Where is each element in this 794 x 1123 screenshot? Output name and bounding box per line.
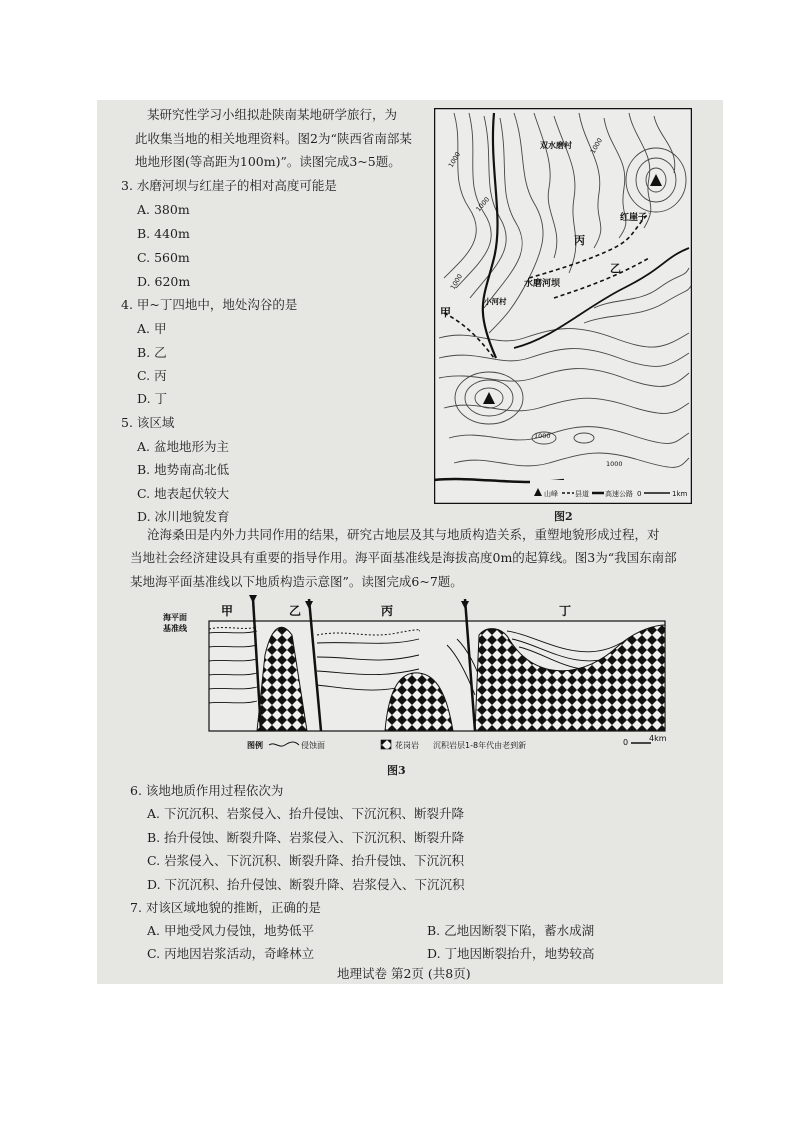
q3-stem: 3. 水磨河坝与红崖子的相对高度可能是 [121,178,337,193]
legend-highway: 高速公路 [605,490,633,498]
legend-title: 图例 [247,741,263,750]
q5-option-a: A. 盆地地形为主 [137,439,229,454]
legend-peak: 山峰 [544,490,558,498]
topographic-map [434,108,692,504]
contour-label: 1000 [474,195,492,214]
q5-stem: 5. 该区域 [121,415,175,430]
q3-option-c: C. 560m [137,250,190,265]
legend-erosion: 侵蚀面 [301,741,325,750]
sea-level-label-1: 海平面 [163,613,187,622]
intro2-line3: 某地海平面基准线以下地质构造示意图”。读图完成6~7题。 [130,574,463,589]
q7-option-c: C. 丙地因岩浆活动，奇峰林立 [147,946,315,961]
q7-option-d: D. 丁地因断裂抬升，地势较高 [427,946,595,961]
contour-label: 1000 [446,150,463,169]
legend-granite: 花岗岩 [395,741,419,750]
section-label-jia: 甲 [221,604,234,618]
label-xiaohe: 小河村 [484,297,507,306]
q4-option-a: A. 甲 [137,321,167,336]
q7-option-b: B. 乙地因断裂下陷，蓄水成湖 [427,923,595,938]
intro1-line2: 此收集当地的相关地理资料。图2为“陕西省南部某 [135,131,412,146]
contour-label: 1000 [606,460,623,468]
legend-scale-zero: 0 [637,490,642,498]
q4-option-d: D. 丁 [137,391,168,406]
intro2-line2: 当地社会经济建设具有重要的指导作用。海平面基准线是海拔高度0m的起算线。图3为“我国东南部 [130,550,677,565]
contour-label: 1000 [588,136,605,155]
q6-stem: 6. 该地地质作用过程依次为 [130,783,284,798]
q7-stem: 7. 对该区域地貌的推断，正确的是 [130,900,321,915]
label-yi: 乙 [610,262,621,275]
contour-label: 1000 [448,272,465,291]
q5-option-b: B. 地势南高北低 [137,462,230,477]
q4-option-b: B. 乙 [137,345,167,360]
q7-option-a: A. 甲地受风力侵蚀，地势低平 [147,923,314,938]
section-label-ding: 丁 [559,604,572,618]
label-bing: 丙 [574,234,585,247]
label-hongyazi: 红崖子 [620,213,648,223]
page-footer: 地理试卷 第2页 (共8页) [337,966,471,981]
granite-swatch-icon [381,740,391,749]
figure3-caption: 图3 [387,764,406,777]
geologic-section [157,595,677,760]
q6-option-d: D. 下沉沉积、抬升侵蚀、断裂升降、岩浆侵入、下沉沉积 [147,877,465,892]
section-label-bing: 丙 [381,604,394,618]
label-shuangshuimo: 双水磨村 [540,141,572,150]
legend-strata: 沉积岩层1-8年代由老到新 [433,741,527,750]
intro1-line3: 地地形图(等高距为100m)”。读图完成3~5题。 [135,154,401,169]
q4-stem: 4. 甲~丁四地中，地处沟谷的是 [121,297,298,312]
q5-option-c: C. 地表起伏较大 [137,486,230,501]
intro1-line1: 某研究性学习小组拟赴陕南某地研学旅行，为 [147,107,398,122]
exam-page [97,100,723,984]
intro2-line1: 沧海桑田是内外力共同作用的结果，研究古地层及其与地质构造关系，重塑地貌形成过程，对 [147,527,660,542]
q4-option-c: C. 丙 [137,368,167,383]
q3-option-d: D. 620m [137,274,191,289]
contour-label: 1000 [534,432,551,440]
q6-option-c: C. 岩浆侵入、下沉沉积、断裂升降、抬升侵蚀、下沉沉积 [147,853,465,868]
sea-level-label-2: 基准线 [163,624,187,633]
q6-option-a: A. 下沉沉积、岩浆侵入、抬升侵蚀、下沉沉积、断裂升降 [147,806,464,821]
legend-scale: 1km [672,490,688,498]
label-jia: 甲 [440,306,451,319]
q6-option-b: B. 抬升侵蚀、断裂升降、岩浆侵入、下沉沉积、断裂升降 [147,830,465,845]
section-label-yi: 乙 [289,604,302,618]
section-scale: 4km [649,734,667,743]
q5-option-d: D. 冰川地貌发育 [137,509,230,524]
section-scale-zero: 0 [623,738,629,747]
label-shuimohe: 水磨河坝 [524,279,561,289]
legend-county-road: 县道 [575,490,589,498]
erosion-surface-icon [269,742,299,746]
q3-option-a: A. 380m [137,202,190,217]
q3-option-b: B. 440m [137,226,190,241]
figure2-caption: 图2 [554,510,573,523]
